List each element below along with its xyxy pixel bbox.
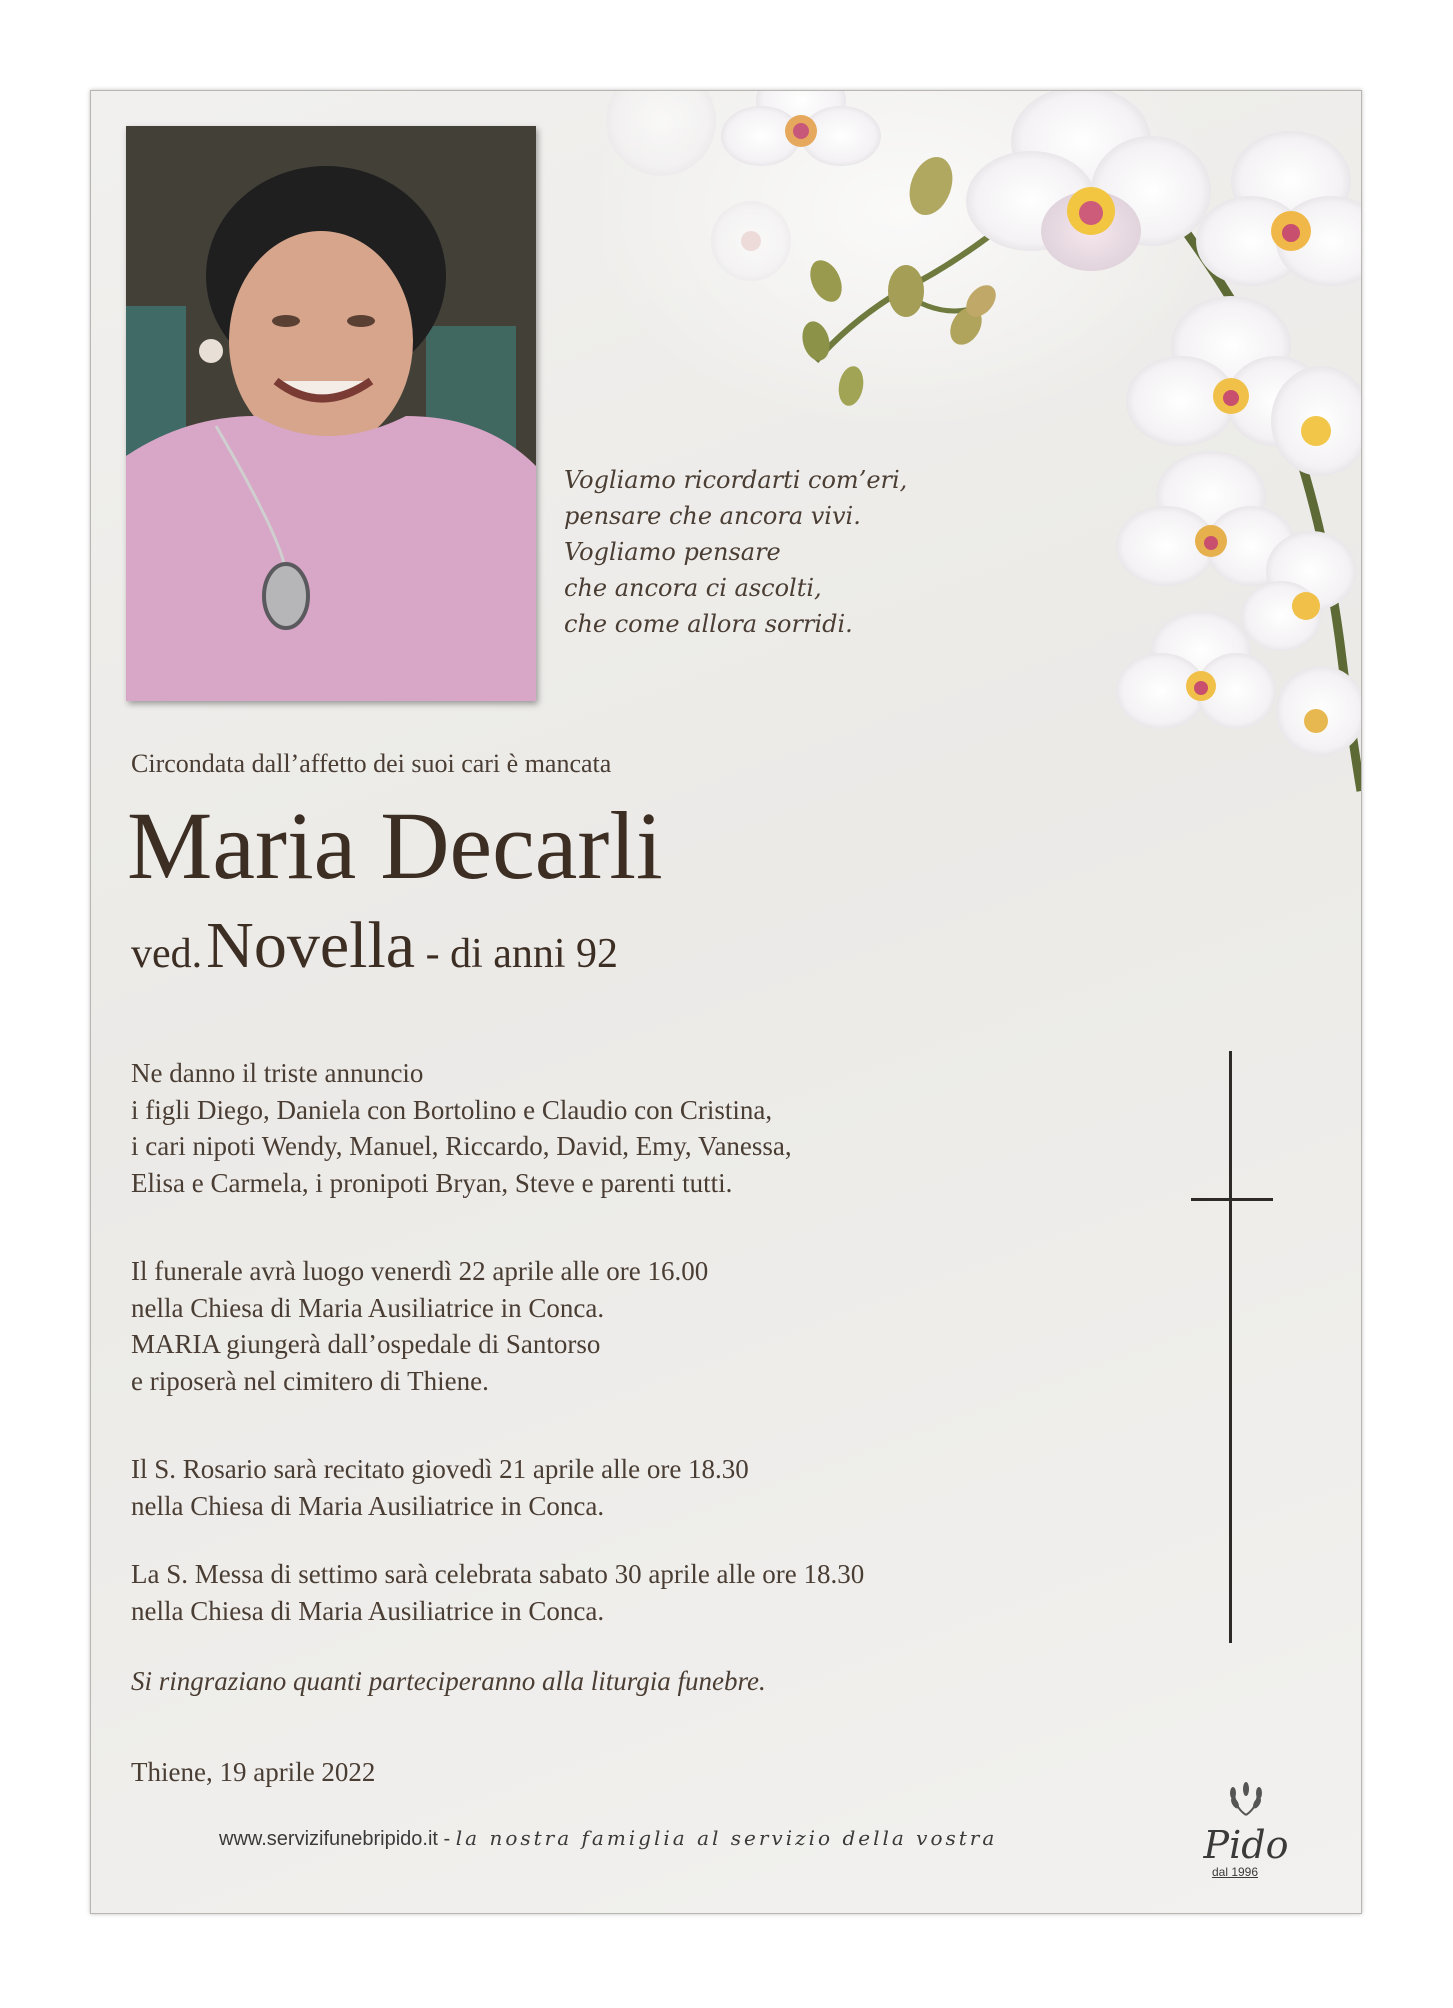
announcement-line: i cari nipoti Wendy, Manuel, Riccardo, David, Emy, Vanessa, xyxy=(131,1131,792,1161)
logo-since: dal 1996 xyxy=(1211,1865,1259,1879)
place-date-line: Thiene, 19 aprile 2022 xyxy=(131,1757,376,1787)
poem-line: pensare che ancora vivi. xyxy=(564,502,861,530)
announcement-line: Elisa e Carmela, i pronipoti Bryan, Steve e parenti tutti. xyxy=(131,1167,733,1198)
poem-line: Vogliamo pensare xyxy=(564,538,781,566)
poem-line: che come allora sorridi. xyxy=(564,610,853,638)
cross-vertical xyxy=(1229,1051,1232,1643)
announcement-line: i figli Diego, Daniela con Bortolino e Claudio con Cristina, xyxy=(131,1094,773,1125)
place-date xyxy=(131,1754,375,1791)
funeral-line: nella Chiesa di Maria Ausiliatrice in Conca. xyxy=(131,1292,605,1323)
funeral-line: e riposerà nel cimitero di Thiene. xyxy=(131,1365,489,1396)
website-link[interactable]: www.servizifunebripido.it xyxy=(219,1828,438,1850)
thanks-text xyxy=(131,1663,766,1700)
announcement-line: Ne danno il triste annuncio xyxy=(131,1058,424,1088)
obituary-sheet xyxy=(90,90,1362,1914)
married-name-line xyxy=(131,911,618,998)
portrait-illustration xyxy=(126,126,536,701)
ved-prefix: ved. xyxy=(131,931,203,977)
footer xyxy=(219,1826,997,1851)
funeral-line: Il funerale avrà luogo venerdì 22 aprile alle ore 16.00 xyxy=(131,1256,709,1286)
cross-horizontal xyxy=(1191,1198,1273,1201)
intro-text: Circondata dall’affetto dei suoi cari è mancata xyxy=(131,749,612,778)
poem-line: che ancora ci ascolti, xyxy=(564,574,822,602)
thanks-line: Si ringraziano quanti parteciperanno alla liturgia funebre. xyxy=(131,1666,766,1696)
laurel-icon xyxy=(1226,1781,1266,1817)
rosary-line: nella Chiesa di Maria Ausiliatrice in Conca. xyxy=(131,1490,605,1521)
funeral-home-logo xyxy=(1191,1781,1301,1891)
mass-paragraph xyxy=(131,1556,864,1629)
mass-line: nella Chiesa di Maria Ausiliatrice in Conca. xyxy=(131,1595,605,1626)
footer-motto: la nostra famiglia al servizio della vostra xyxy=(455,1826,998,1850)
poem-line: Vogliamo ricordarti com’eri, xyxy=(564,466,908,494)
deceased-name: Maria Decarli xyxy=(127,792,663,899)
rosary-paragraph xyxy=(131,1451,749,1524)
footer-separator: - xyxy=(437,1828,456,1850)
married-name: Novella xyxy=(206,909,416,982)
rosary-line: Il S. Rosario sarà recitato giovedì 21 aprile alle ore 18.30 xyxy=(131,1454,749,1484)
age-text: - di anni 92 xyxy=(415,931,619,977)
poem xyxy=(564,462,984,642)
announcement-paragraph xyxy=(131,1055,792,1201)
mass-line: La S. Messa di settimo sarà celebrata sabato 30 aprile alle ore 18.30 xyxy=(131,1559,865,1589)
funeral-line: MARIA giungerà dall’ospedale di Santorso xyxy=(131,1329,601,1359)
portrait-photo xyxy=(126,126,536,701)
logo-brand: Pido xyxy=(1203,1823,1289,1867)
funeral-paragraph xyxy=(131,1253,708,1399)
